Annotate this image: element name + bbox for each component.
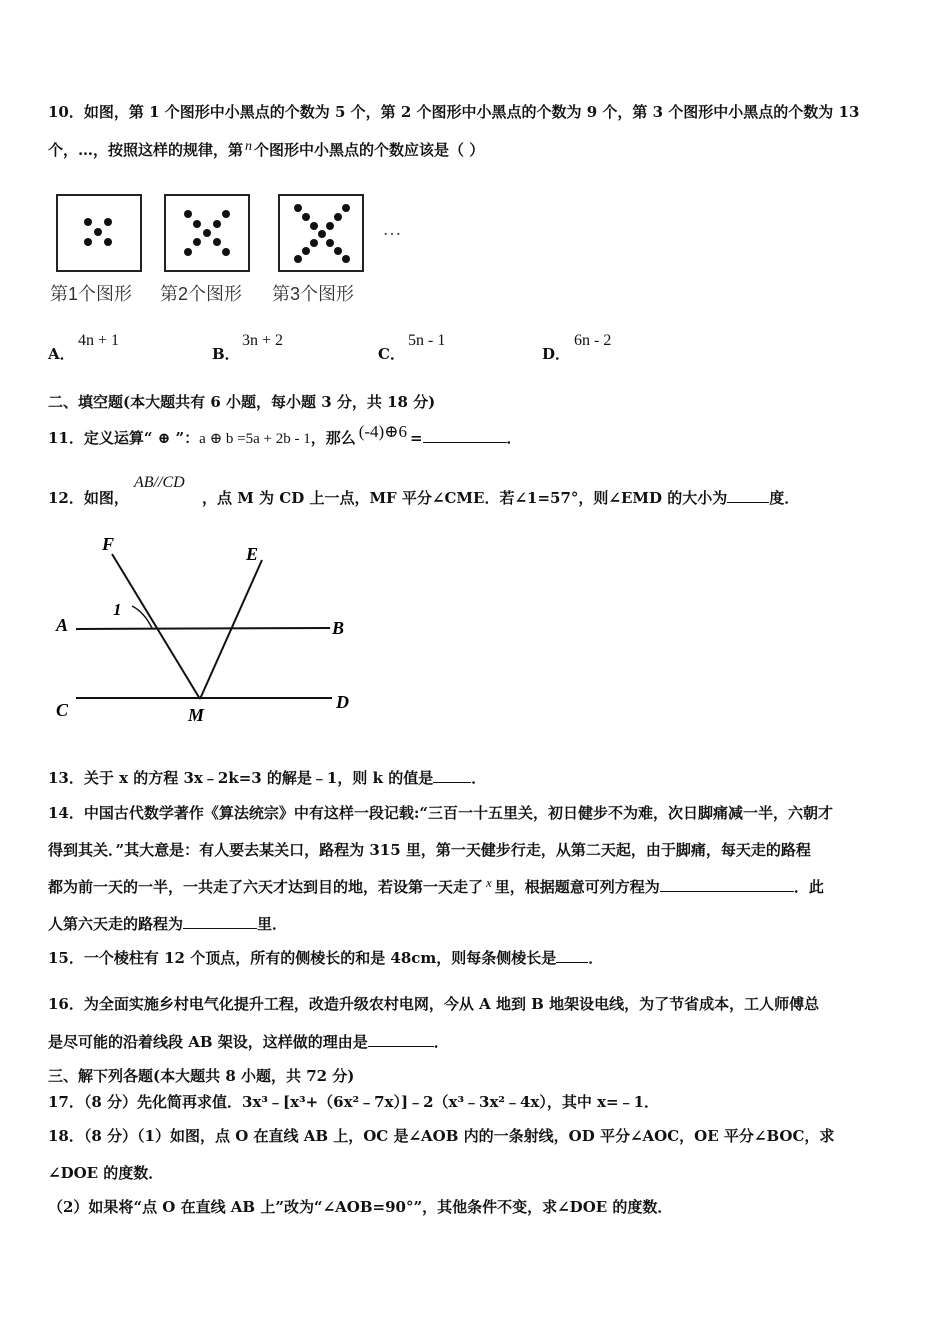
q16-line2 (48, 1032, 449, 1052)
q10-line1: 10．如图，第 1 个图形中小黑点的个数为 5 个，第 2 个图形中小黑点的个数为 9 个，第 3 个图形中小黑点的个数为 13 (48, 103, 860, 121)
dot (184, 248, 192, 256)
option-a-expr: 4n + 1 (78, 332, 120, 349)
q14-line3-c: ．此 (793, 878, 824, 896)
dot (302, 213, 310, 221)
figure-1 (56, 194, 142, 272)
q11-text-b: ，那么 (310, 429, 356, 447)
q17: 17．（8 分）先化简再求值．3x³﹣[x³+（6x²﹣7x）]﹣2（x³﹣3x²﹣4x），其中 x=﹣1． (48, 1093, 660, 1111)
q14-var-x: x (486, 875, 492, 890)
q14-line1: 14．中国古代数学著作《算法统宗》中有这样一段记载:“三百一十五里关，初日健步不为难，次日脚痛减一半，六朝才 (48, 804, 834, 822)
q15-text-b: ． (588, 949, 604, 967)
q12-answer-blank[interactable] (727, 488, 769, 503)
option-b-label: B． (212, 345, 240, 363)
q13-text-b: ． (471, 769, 487, 787)
section-2-heading: 二、填空题(本大题共有 6 小题，每小题 3 分，共 18 分) (48, 393, 436, 411)
q16-answer-blank[interactable] (368, 1032, 434, 1047)
dot (94, 228, 102, 236)
q12-text-b: ，点 M 为 CD 上一点，MF 平分∠CME．若∠1=57°，则∠EMD 的大小为 (202, 489, 728, 507)
dot (302, 247, 310, 255)
dot (294, 204, 302, 212)
q11-expr: (-4)⊕6 (358, 422, 407, 441)
dot (222, 248, 230, 256)
q12-text-a: 12．如图， (48, 489, 129, 507)
section-3-heading: 三、解下列各题(本大题共 8 小题，共 72 分) (48, 1067, 355, 1085)
q11-text-a: 11．定义运算“ ⊕ ”： (48, 429, 200, 447)
figure-3 (278, 194, 364, 272)
dot (193, 238, 201, 246)
dot (222, 210, 230, 218)
dot (213, 238, 221, 246)
dot (184, 210, 192, 218)
q12-line (202, 488, 799, 508)
q11-text-c: = (409, 429, 423, 447)
q14-line2: 得到其关．”其大意是：有人要去某关口，路程为 315 里，第一天健步行走，从第二天起，由于脚痛，每天走的路程 (48, 841, 811, 859)
line-ab (76, 628, 330, 629)
q14-distance-blank[interactable] (183, 914, 257, 929)
label-f: F (102, 534, 115, 554)
figure-1-caption: 第1个图形 (50, 284, 133, 304)
dot (84, 238, 92, 246)
q12-parallel: AB//CD (134, 474, 185, 491)
q15-answer-blank[interactable] (556, 948, 588, 963)
angle-1-arc (132, 606, 152, 628)
q14-equation-blank[interactable] (660, 877, 794, 892)
dot (84, 218, 92, 226)
dot (334, 213, 342, 221)
dot (334, 247, 342, 255)
label-a: A (56, 615, 69, 635)
q10-line2-b: 个图形中小黑点的个数应该是（ ） (254, 141, 485, 159)
dot (342, 204, 350, 212)
q14-line3-a: 都为前一天的一半，一共走了六天才达到目的地，若设第一天走了 (48, 878, 484, 896)
option-c-expr: 5n - 1 (408, 332, 446, 349)
ray-me (200, 560, 262, 699)
dot (104, 238, 112, 246)
q10-line2-a: 个，…，按照这样的规律，第 (48, 141, 244, 159)
dot (318, 230, 326, 238)
dot (342, 255, 350, 263)
dot (213, 220, 221, 228)
q16-line2-b: ． (433, 1033, 449, 1051)
q11-rule: a ⊕ b =5a + 2b - 1 (199, 431, 311, 447)
label-angle-1: 1 (113, 600, 122, 619)
q15-text-a: 15．一个棱柱有 12 个顶点，所有的侧棱长的和是 48cm，则每条侧棱长是 (48, 949, 557, 967)
parallel-lines-figure (40, 530, 370, 730)
dot (193, 220, 201, 228)
option-d-label: D． (542, 345, 571, 363)
option-b-expr: 3n + 2 (242, 332, 284, 349)
label-d: D (336, 692, 349, 712)
option-a-label: A． (48, 345, 75, 363)
q12-text-c: 度． (769, 489, 800, 507)
q18-line1: 18．（8 分）（1）如图，点 O 在直线 AB 上，OC 是∠AOB 内的一条射线，OD 平分∠AOC，OE 平分∠BOC，求 (48, 1127, 835, 1145)
dot (104, 218, 112, 226)
label-c: C (56, 700, 69, 720)
dot (326, 222, 334, 230)
q14-line4-a: 人第六天走的路程为 (48, 915, 184, 933)
q16-line1: 16．为全面实施乡村电气化提升工程，改造升级农村电网，今从 A 地到 B 地架设电线，为了节省成本，工人师傅总 (48, 995, 820, 1013)
q13-answer-blank[interactable] (433, 768, 471, 783)
dot (203, 229, 211, 237)
figure-3-caption: 第3个图形 (272, 284, 355, 304)
dot (326, 239, 334, 247)
q14-line4 (48, 914, 287, 934)
q11-text-d: ． (506, 429, 522, 447)
q18-line2: ∠DOE 的度数． (48, 1164, 164, 1182)
dot (294, 255, 302, 263)
figure-2-caption: 第2个图形 (160, 284, 243, 304)
q15 (48, 948, 603, 968)
figure-ellipsis: … (382, 218, 402, 240)
label-b: B (332, 618, 345, 638)
q10-line2 (48, 140, 484, 162)
q14-line3-b: 里，根据题意可列方程为 (494, 878, 660, 896)
dot (310, 239, 318, 247)
q11 (48, 422, 522, 449)
option-c-label: C． (378, 345, 405, 363)
q14-line4-b: 里． (257, 915, 288, 933)
dot (310, 222, 318, 230)
label-e: E (246, 544, 259, 564)
figure-2 (164, 194, 250, 272)
q13 (48, 768, 486, 788)
ray-mf (112, 554, 200, 699)
q16-line2-a: 是尽可能的沿着线段 AB 架设，这样做的理由是 (48, 1033, 368, 1051)
option-d-expr: 6n - 2 (574, 332, 612, 349)
q13-text-a: 13．关于 x 的方程 3x﹣2k=3 的解是﹣1，则 k 的值是 (48, 769, 434, 787)
q10-var-n: n (245, 139, 253, 154)
q11-answer-blank[interactable] (423, 428, 507, 443)
label-m: M (188, 705, 205, 725)
q18-line3: （2）如果将“点 O 在直线 AB 上”改为“∠AOB=90°”，其他条件不变，求∠DOE 的度数． (48, 1198, 673, 1216)
q14-line3 (48, 877, 824, 898)
